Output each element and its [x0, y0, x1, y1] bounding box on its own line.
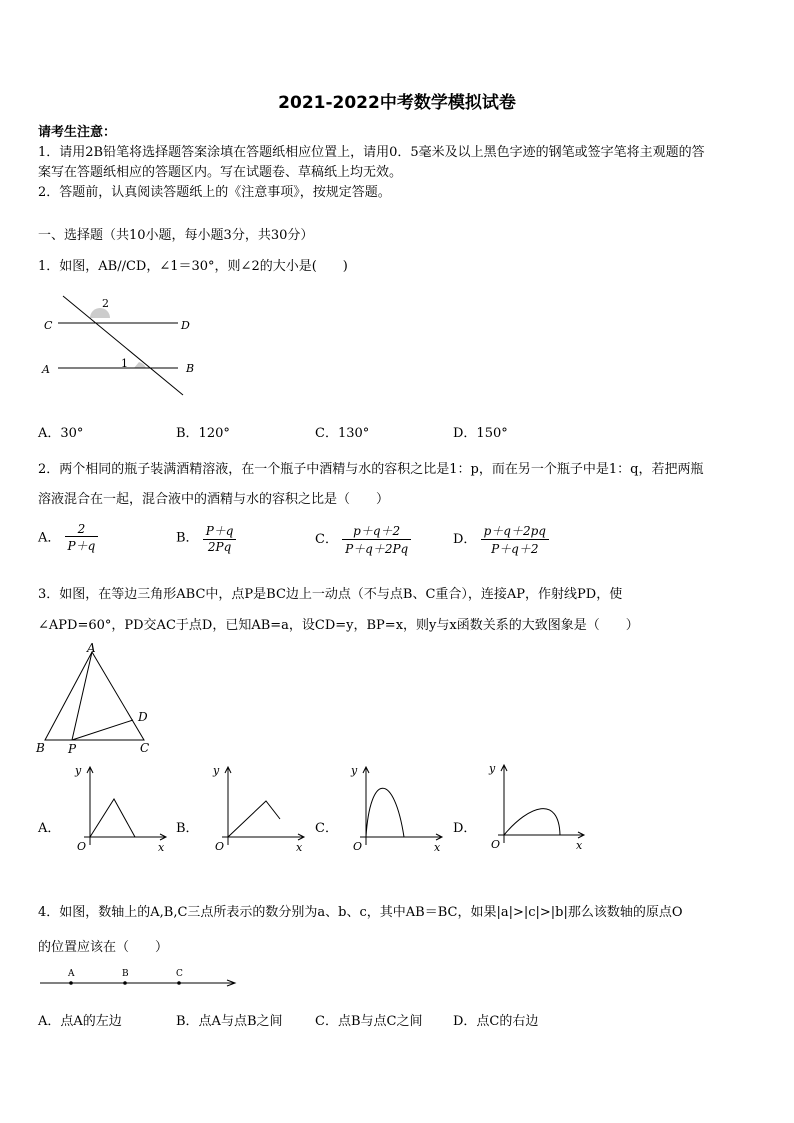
- notice-heading: 请考生注意：: [38, 125, 117, 140]
- label-b: B: [36, 741, 45, 755]
- notice-line-2: 2．答题前，认真阅读答题纸上的《注意事项》，按规定答题。: [38, 185, 391, 200]
- origin-label: O: [215, 840, 225, 853]
- y-label: y: [213, 764, 220, 777]
- q4-option-d[interactable]: D．点C的右边: [453, 1014, 539, 1029]
- y-label: y: [351, 764, 358, 777]
- q3-graph-c: [336, 762, 448, 857]
- numerator: P＋q: [203, 522, 237, 540]
- denominator: P＋q: [67, 539, 96, 553]
- q3-stem-a: 3．如图，在等边三角形ABC中，点P是BC边上一动点（不与点B、C重合），连接AP，作射线PD，使: [38, 587, 623, 602]
- q2-option-c-label: C．: [315, 532, 338, 547]
- q3-option-d[interactable]: D．: [453, 821, 477, 836]
- q1-figure: [38, 293, 198, 398]
- label-a: A: [87, 641, 96, 655]
- ray-pd: [72, 720, 133, 740]
- label-angle-2: 2: [102, 297, 109, 310]
- q4-option-a[interactable]: A．点A的左边: [38, 1014, 122, 1029]
- q2-option-d-fraction: [481, 522, 549, 557]
- origin-label: O: [491, 838, 501, 851]
- label-b: B: [186, 362, 195, 375]
- curve: [366, 788, 404, 837]
- label-c: C: [44, 319, 53, 332]
- section-heading: 一、选择题（共10小题，每小题3分，共30分）: [38, 228, 314, 243]
- q2-option-d[interactable]: [453, 522, 549, 557]
- q3-triangle-figure: [34, 640, 164, 758]
- label-a: A: [68, 969, 75, 979]
- numerator: 2: [65, 522, 99, 537]
- curve: [228, 801, 280, 837]
- x-label: x: [296, 841, 303, 854]
- triangle-abc: [45, 652, 144, 740]
- q3-graph-d: [474, 760, 590, 855]
- q2-option-a[interactable]: [38, 522, 98, 554]
- denominator: P＋q＋2: [491, 542, 539, 556]
- numerator: p＋q＋2pq: [481, 522, 549, 540]
- x-label: x: [158, 841, 165, 854]
- x-label: x: [434, 841, 441, 854]
- label-angle-1: 1: [121, 357, 128, 370]
- label-c: C: [176, 969, 183, 979]
- q2-stem-a: 2．两个相同的瓶子装满酒精溶液，在一个瓶子中酒精与水的容积之比是1：p，而在另一个瓶子中是1：q，若把两瓶: [38, 462, 704, 477]
- denominator: P＋q＋2Pq: [345, 542, 409, 556]
- label-c: C: [140, 741, 150, 755]
- q2-option-d-label: D．: [453, 532, 477, 547]
- q3-graph-a: [60, 762, 172, 857]
- q1-option-c[interactable]: C．130°: [315, 426, 370, 441]
- q4-stem-b: 的位置应该在（ ）: [38, 940, 169, 955]
- label-d: D: [181, 319, 190, 332]
- q2-option-b-label: B．: [176, 530, 199, 546]
- q3-option-c[interactable]: C．: [315, 821, 338, 836]
- q4-number-line: [38, 965, 243, 995]
- q4-option-b[interactable]: B．点A与点B之间: [176, 1014, 283, 1029]
- label-b: B: [122, 969, 129, 979]
- point-b: [123, 981, 127, 985]
- q3-stem-b: ∠APD=60°，PD交AC于点D，已知AB=a，设CD=y，BP=x，则y与x函数关系的大致图象是（ ）: [38, 618, 639, 633]
- x-label: x: [576, 839, 583, 852]
- q2-option-a-fraction: [65, 522, 99, 554]
- q2-option-b-fraction: [203, 522, 237, 554]
- y-label: y: [489, 762, 496, 775]
- point-c: [177, 981, 181, 985]
- q2-option-a-label: A．: [38, 530, 61, 546]
- curve: [90, 799, 135, 837]
- q3-graph-b: [198, 762, 310, 857]
- q1-option-a[interactable]: A．30°: [38, 426, 84, 441]
- transversal: [63, 296, 183, 395]
- origin-label: O: [353, 840, 363, 853]
- q4-stem-a: 4．如图，数轴上的A,B,C三点所表示的数分别为a、b、c，其中AB＝BC，如果|a|>|c|>|b|那么该数轴的原点O: [38, 905, 683, 920]
- q2-option-b[interactable]: [176, 522, 236, 554]
- q1-option-d[interactable]: D．150°: [453, 426, 508, 441]
- label-d: D: [138, 710, 148, 724]
- curve: [504, 809, 560, 835]
- q3-option-a[interactable]: A．: [38, 821, 61, 836]
- q2-stem-b: 溶液混合在一起，混合液中的酒精与水的容积之比是（ ）: [38, 492, 390, 507]
- notice-line-1b: 案写在答题纸相应的答题区内。写在试题卷、草稿纸上均无效。: [38, 165, 403, 180]
- q1-stem: 1．如图，AB//CD，∠1＝30°，则∠2的大小是( ): [38, 259, 348, 274]
- denominator: 2Pq: [207, 540, 232, 554]
- label-p: P: [68, 742, 77, 756]
- notice-line-1a: 1．请用2B铅笔将选择题答案涂填在答题纸相应位置上，请用0．5毫米及以上黑色字迹的钢笔或签字笔将主观题的答: [38, 145, 705, 160]
- point-a: [69, 981, 73, 985]
- q1-option-b[interactable]: B．120°: [176, 426, 230, 441]
- numerator: p＋q＋2: [342, 522, 411, 540]
- page-title: 2021-2022中考数学模拟试卷: [278, 93, 516, 113]
- y-label: y: [75, 764, 82, 777]
- origin-label: O: [77, 840, 87, 853]
- q2-option-c[interactable]: [315, 522, 411, 557]
- segment-ap: [72, 652, 92, 740]
- q2-option-c-fraction: [342, 522, 411, 557]
- label-a: A: [42, 363, 50, 376]
- q4-option-c[interactable]: C．点B与点C之间: [315, 1014, 423, 1029]
- q3-option-b[interactable]: B．: [176, 821, 199, 836]
